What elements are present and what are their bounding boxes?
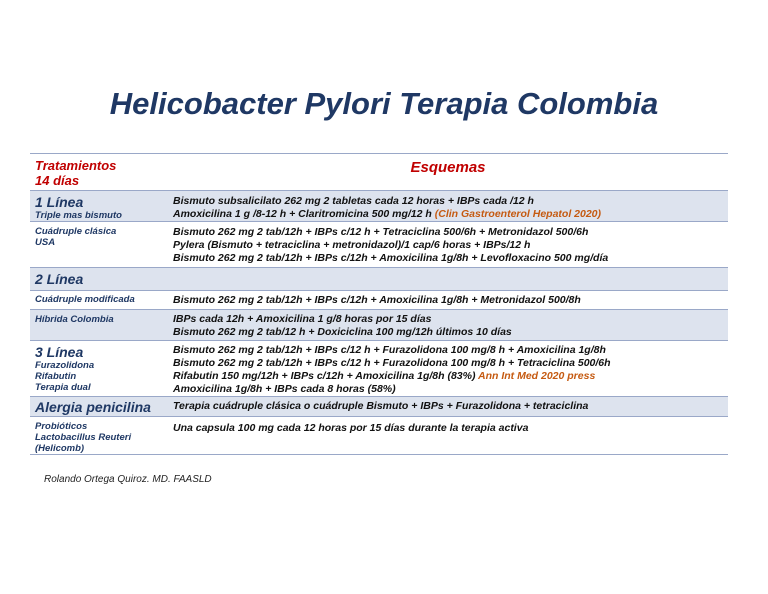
treatment-subtitle: Terapia dual [35, 382, 91, 393]
treatment-cell [30, 341, 168, 397]
treatment-subtitle: Lactobacillus Reuteri [35, 432, 132, 443]
table-row [30, 291, 728, 310]
scheme-cell [168, 268, 728, 291]
scheme-cell [168, 191, 728, 222]
treatment-cell [30, 310, 168, 341]
scheme-line: Bismuto subsalicilato 262 mg 2 tabletas cada 12 horas + IBPs cada /12 h [173, 195, 534, 207]
treatment-cell [30, 397, 168, 417]
treatment-subtitle: Cuádruple clásica [35, 226, 117, 237]
citation: (Clin Gastroenterol Hepatol 2020) [434, 208, 602, 220]
scheme-text: Amoxicilina 1 g /8-12 h + Claritromicina 500 mg/12 h [173, 208, 435, 220]
author-credit: Rolando Ortega Quiroz. MD. FAASLD [44, 474, 212, 485]
scheme-cell [168, 397, 728, 417]
citation: Ann Int Med 2020 press [478, 370, 596, 382]
scheme-line: Pylera (Bismuto + tetraciclina + metronidazol)/1 cap/6 horas + IBPs/12 h [173, 239, 531, 251]
scheme-line: IBPs cada 12h + Amoxicilina 1 g/8 horas por 15 días [173, 313, 432, 325]
treatment-subtitle: Híbrida Colombia [35, 314, 114, 325]
treatment-subtitle: Probióticos [35, 421, 88, 432]
treatment-name: 2 Línea [35, 271, 84, 287]
header-treatments [30, 154, 168, 191]
scheme-text: Rifabutin 150 mg/12h + IBPs c/12h + Amoxicilina 1g/8h (83%) [173, 370, 478, 382]
scheme-line: Bismuto 262 mg 2 tab/12h + IBPs c/12 h + Furazolidona 100 mg/8 h + Tetraciclina 500/6h [173, 357, 611, 369]
scheme-cell [168, 310, 728, 341]
treatment-name: Alergia penicilina [35, 399, 151, 415]
treatment-subtitle: Rifabutin [35, 371, 77, 382]
table-row [30, 191, 728, 222]
scheme-line: Amoxicilina 1g/8h + IBPs cada 8 horas (58%) [173, 383, 396, 395]
treatment-table [30, 153, 728, 455]
scheme-line: Una capsula 100 mg cada 12 horas por 15 días durante la terapia activa [173, 422, 529, 434]
treatment-cell [30, 268, 168, 291]
treatment-subtitle: USA [35, 237, 56, 248]
page-title: Helicobacter Pylori Terapia Colombia [109, 86, 659, 121]
header-treatments-line1: Tratamientos [35, 158, 117, 173]
scheme-line: Bismuto 262 mg 2 tab/12h + IBPs c/12h + Amoxicilina 1g/8h + Metronidazol 500/8h [173, 294, 581, 306]
treatment-name: 3 Línea [35, 344, 84, 360]
scheme-cell [168, 291, 728, 310]
scheme-line: Bismuto 262 mg 2 tab/12h + IBPs c/12 h + Tetraciclina 500/6h + Metronidazol 500/6h [173, 226, 589, 238]
scheme-line: Terapia cuádruple clásica o cuádruple Bismuto + IBPs + Furazolidona + tetraciclina [173, 400, 589, 412]
scheme-cell [168, 341, 728, 397]
table-row [30, 397, 728, 417]
table-header-row [30, 154, 728, 191]
treatment-cell [30, 291, 168, 310]
scheme-line: Bismuto 262 mg 2 tab/12h + IBPs c/12 h + Furazolidona 100 mg/8 h + Amoxicilina 1g/8h [173, 344, 606, 356]
header-treatments-line2: 14 días [35, 173, 80, 188]
scheme-cell [168, 417, 728, 455]
header-schemes: Esquemas [410, 159, 486, 176]
treatment-cell [30, 417, 168, 455]
table-row [30, 268, 728, 291]
treatment-name: 1 Línea [35, 194, 84, 210]
treatment-cell [30, 191, 168, 222]
scheme-cell [168, 222, 728, 268]
scheme-line: Bismuto 262 mg 2 tab/12 h + Doxiciclina 100 mg/12h últimos 10 días [173, 326, 512, 338]
table-row [30, 310, 728, 341]
table-row [30, 417, 728, 455]
treatment-subtitle: Cuádruple modificada [35, 294, 135, 305]
scheme-line [173, 370, 728, 383]
treatment-subtitle: Furazolidona [35, 360, 95, 371]
table-row [30, 341, 728, 397]
scheme-line: Bismuto 262 mg 2 tab/12h + IBPs c/12h + Amoxicilina 1g/8h + Levofloxacino 500 mg/día [173, 252, 609, 264]
treatment-cell [30, 222, 168, 268]
table-row [30, 222, 728, 268]
treatment-subtitle: Triple mas bismuto [35, 210, 122, 221]
treatment-subtitle: (Helicomb) [35, 443, 85, 454]
scheme-line [173, 208, 728, 221]
